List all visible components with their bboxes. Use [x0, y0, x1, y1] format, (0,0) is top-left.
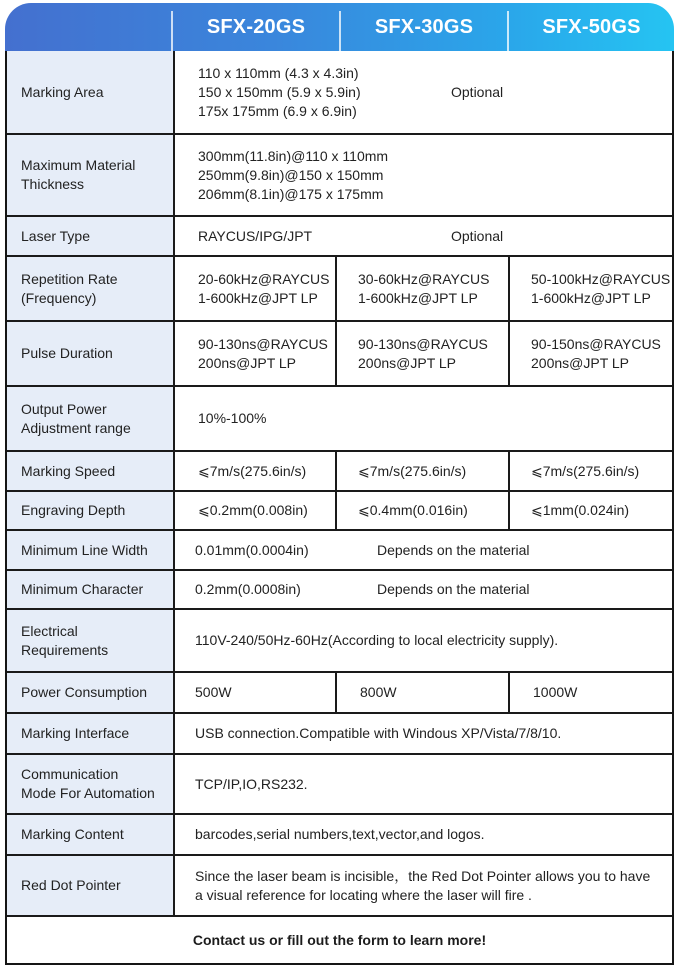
column-divider — [508, 257, 510, 320]
column-divider — [335, 492, 337, 529]
row-value: RAYCUS/IPG/JPT — [198, 227, 313, 244]
row-value-sfx-20gs: ⩽0.2mm(0.008in) — [198, 502, 308, 518]
spec-row-red-dot-pointer — [7, 856, 672, 917]
row-value-sfx-50gs: 1000W — [533, 684, 578, 700]
row-value-sfx-50gs: 50-100kHz@RAYCUS 1-600kHz@JPT LP — [531, 270, 671, 306]
column-divider — [335, 673, 337, 712]
row-note: Depends on the material — [377, 581, 530, 597]
row-value: USB connection.Compatible with Windous XP/Vista/7/8/10. — [195, 725, 562, 741]
row-value-sfx-20gs: 20-60kHz@RAYCUS 1-600kHz@JPT LP — [198, 270, 330, 306]
spec-row-power-consumption — [7, 673, 672, 714]
row-label: Minimum Character — [7, 571, 175, 608]
row-note: Depends on the material — [377, 541, 530, 558]
row-value-sfx-30gs: 90-130ns@RAYCUS 200ns@JPT LP — [358, 335, 488, 371]
row-value: 0.01mm(0.0004in) — [195, 541, 309, 558]
row-label: Laser Type — [7, 217, 175, 255]
row-value-sfx-50gs: 90-150ns@RAYCUS 200ns@JPT LP — [531, 335, 661, 371]
column-divider — [335, 257, 337, 320]
spec-row-pulse-duration — [7, 322, 672, 387]
row-value-sfx-30gs: 800W — [360, 684, 397, 700]
row-label: Minimum Line Width — [7, 531, 175, 569]
row-value: Since the laser beam is incisible，the Red Dot Pointer allows you to have a visual reference for locating where the laser will fire . — [195, 867, 651, 903]
row-label: Marking Area — [7, 51, 175, 133]
header-model-sfx-20gs: SFX-20GS — [206, 15, 306, 38]
spec-row-marking-speed — [7, 452, 672, 492]
row-value: barcodes,serial numbers,text,vector,and logos. — [195, 826, 485, 842]
column-divider — [508, 673, 510, 712]
row-value-sfx-20gs: 90-130ns@RAYCUS 200ns@JPT LP — [198, 335, 328, 371]
row-value-sfx-20gs: 500W — [195, 684, 232, 700]
spec-row-communication — [7, 755, 672, 815]
row-value: 110 x 110mm (4.3 x 4.3in) 150 x 150mm (5.9 x 5.9in) 175x 175mm (6.9 x 6.9in) — [198, 64, 361, 119]
column-divider — [508, 452, 510, 490]
row-label: Engraving Depth — [7, 492, 175, 529]
spec-row-min-character — [7, 571, 672, 610]
row-value: 300mm(11.8in)@110 x 110mm 250mm(9.8in)@150 x 150mm 206mm(8.1in)@175 x 175mm — [198, 147, 389, 202]
column-divider — [335, 322, 337, 385]
row-label: Pulse Duration — [7, 322, 175, 385]
row-value-sfx-50gs: ⩽7m/s(275.6in/s) — [531, 462, 640, 479]
row-label: Output Power Adjustment range — [7, 387, 175, 450]
spec-row-min-line-width — [7, 531, 672, 571]
spec-row-repetition-rate — [7, 257, 672, 322]
spec-row-marking-area — [7, 51, 672, 135]
column-divider — [508, 322, 510, 385]
row-note: Optional — [451, 83, 504, 100]
row-value: 10%-100% — [198, 410, 267, 426]
spec-table — [5, 51, 674, 965]
row-note: Optional — [451, 227, 504, 244]
model-header-bar — [5, 3, 674, 51]
spec-row-laser-type — [7, 217, 672, 257]
column-divider — [335, 452, 337, 490]
header-model-sfx-50gs: SFX-50GS — [542, 15, 641, 38]
row-value-sfx-50gs: ⩽1mm(0.024in) — [531, 502, 630, 518]
row-label: Repetition Rate (Frequency) — [7, 257, 175, 320]
row-label: Marking Speed — [7, 452, 175, 490]
row-value: 0.2mm(0.0008in) — [195, 581, 301, 597]
spec-row-output-power — [7, 387, 672, 452]
row-label: Power Consumption — [7, 673, 175, 712]
row-label: Marking Content — [7, 815, 175, 854]
row-label: Communication Mode For Automation — [7, 755, 175, 813]
spec-row-marking-interface — [7, 714, 672, 755]
spec-row-max-thickness — [7, 135, 672, 217]
spec-row-engraving-depth — [7, 492, 672, 531]
row-value: TCP/IP,IO,RS232. — [195, 775, 308, 792]
row-label: Maximum Material Thickness — [7, 135, 175, 215]
row-value-sfx-20gs: ⩽7m/s(275.6in/s) — [198, 462, 307, 479]
row-value: 110V-240/50Hz-60Hz(According to local electricity supply). — [195, 632, 559, 648]
row-label: Marking Interface — [7, 714, 175, 753]
row-value-sfx-30gs: ⩽7m/s(275.6in/s) — [358, 462, 467, 479]
header-model-sfx-30gs: SFX-30GS — [374, 15, 474, 38]
spec-row-marking-content — [7, 815, 672, 856]
column-divider — [508, 492, 510, 529]
row-label: Electrical Requirements — [7, 610, 175, 671]
spec-row-electrical — [7, 610, 672, 673]
row-value-sfx-30gs: 30-60kHz@RAYCUS 1-600kHz@JPT LP — [358, 270, 490, 306]
contact-cta: Contact us or fill out the form to learn more! — [192, 932, 487, 948]
row-value-sfx-30gs: ⩽0.4mm(0.016in) — [358, 502, 468, 518]
row-label: Red Dot Pointer — [7, 856, 175, 915]
